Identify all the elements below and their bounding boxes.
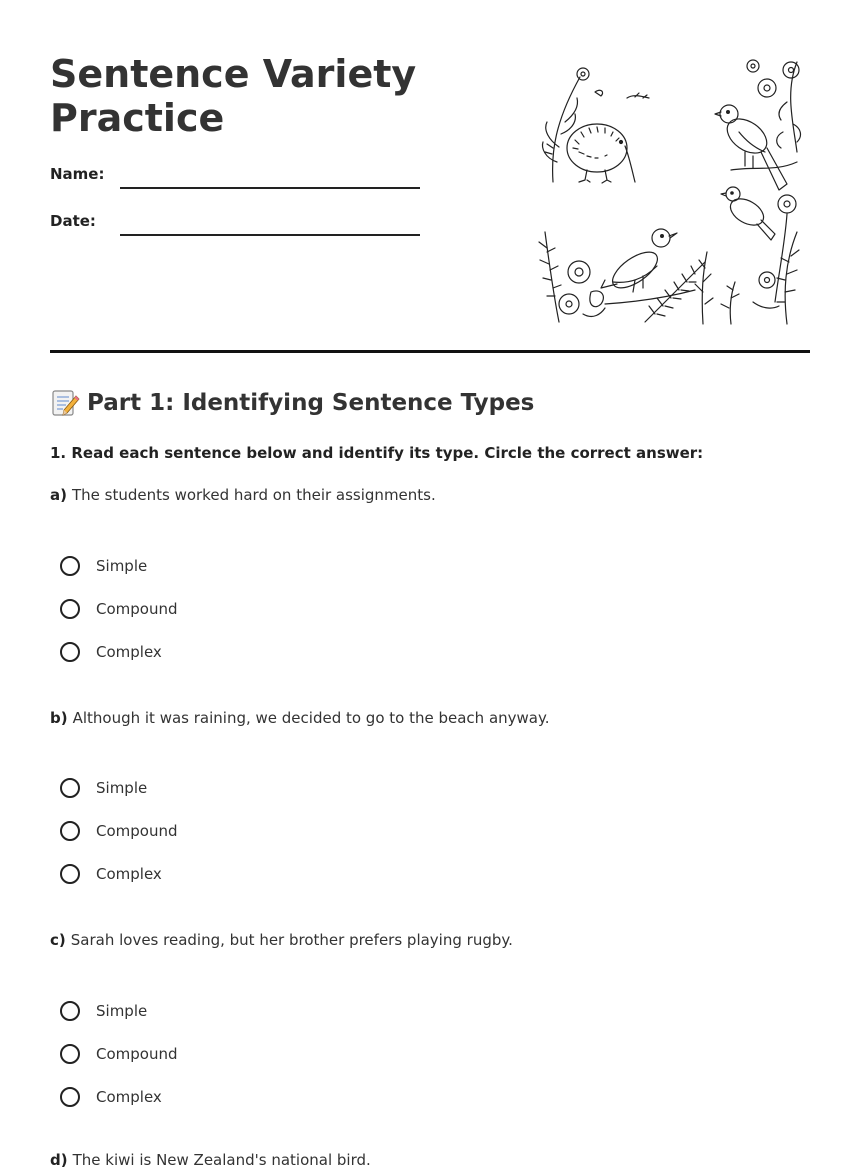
memo-pencil-icon (50, 388, 80, 418)
radio-circle[interactable] (60, 821, 80, 841)
option-label: Complex (96, 643, 162, 661)
question-label: d) (50, 1151, 68, 1169)
option-label: Compound (96, 600, 178, 618)
section-divider (50, 350, 810, 353)
radio-circle[interactable] (60, 1044, 80, 1064)
radio-circle[interactable] (60, 556, 80, 576)
question-label: b) (50, 709, 68, 727)
option-complex[interactable] (60, 640, 162, 664)
question-text: The students worked hard on their assignments. (71, 486, 436, 504)
question-text: The kiwi is New Zealand's national bird. (72, 1151, 371, 1169)
option-simple[interactable] (60, 554, 147, 578)
option-compound[interactable] (60, 1042, 178, 1066)
option-label: Compound (96, 822, 178, 840)
question-text: Sarah loves reading, but her brother prefers playing rugby. (70, 931, 513, 949)
option-compound[interactable] (60, 597, 178, 621)
radio-circle[interactable] (60, 1001, 80, 1021)
option-label: Complex (96, 865, 162, 883)
option-label: Simple (96, 779, 148, 797)
date-label: Date: (50, 212, 96, 230)
option-label: Simple (96, 1002, 148, 1020)
question-c (50, 931, 513, 949)
question-label: c) (50, 931, 66, 949)
question-b (50, 709, 550, 727)
option-label: Simple (96, 557, 148, 575)
part1-heading (50, 387, 534, 419)
question-d (50, 1151, 371, 1169)
date-field[interactable] (120, 234, 420, 236)
option-simple[interactable] (60, 999, 147, 1023)
question-a (50, 486, 436, 504)
part1-heading-text: Part 1: Identifying Sentence Types (87, 390, 535, 416)
radio-circle[interactable] (60, 864, 80, 884)
question-text: Although it was raining, we decided to go to the beach anyway. (72, 709, 550, 727)
instruction-text: 1. Read each sentence below and identify its type. Circle the correct answer: (50, 444, 704, 462)
kiwi-bird-botanical-illustration (535, 52, 805, 330)
name-field[interactable] (120, 187, 420, 189)
radio-circle[interactable] (60, 778, 80, 798)
option-label: Compound (96, 1045, 178, 1063)
radio-circle[interactable] (60, 642, 80, 662)
option-label: Complex (96, 1088, 162, 1106)
name-label: Name: (50, 165, 105, 183)
option-simple[interactable] (60, 776, 147, 800)
option-compound[interactable] (60, 819, 178, 843)
page-title: Sentence Variety Practice (50, 52, 417, 140)
question-label: a) (50, 486, 67, 504)
option-complex[interactable] (60, 1085, 162, 1109)
option-complex[interactable] (60, 862, 162, 886)
radio-circle[interactable] (60, 1087, 80, 1107)
radio-circle[interactable] (60, 599, 80, 619)
